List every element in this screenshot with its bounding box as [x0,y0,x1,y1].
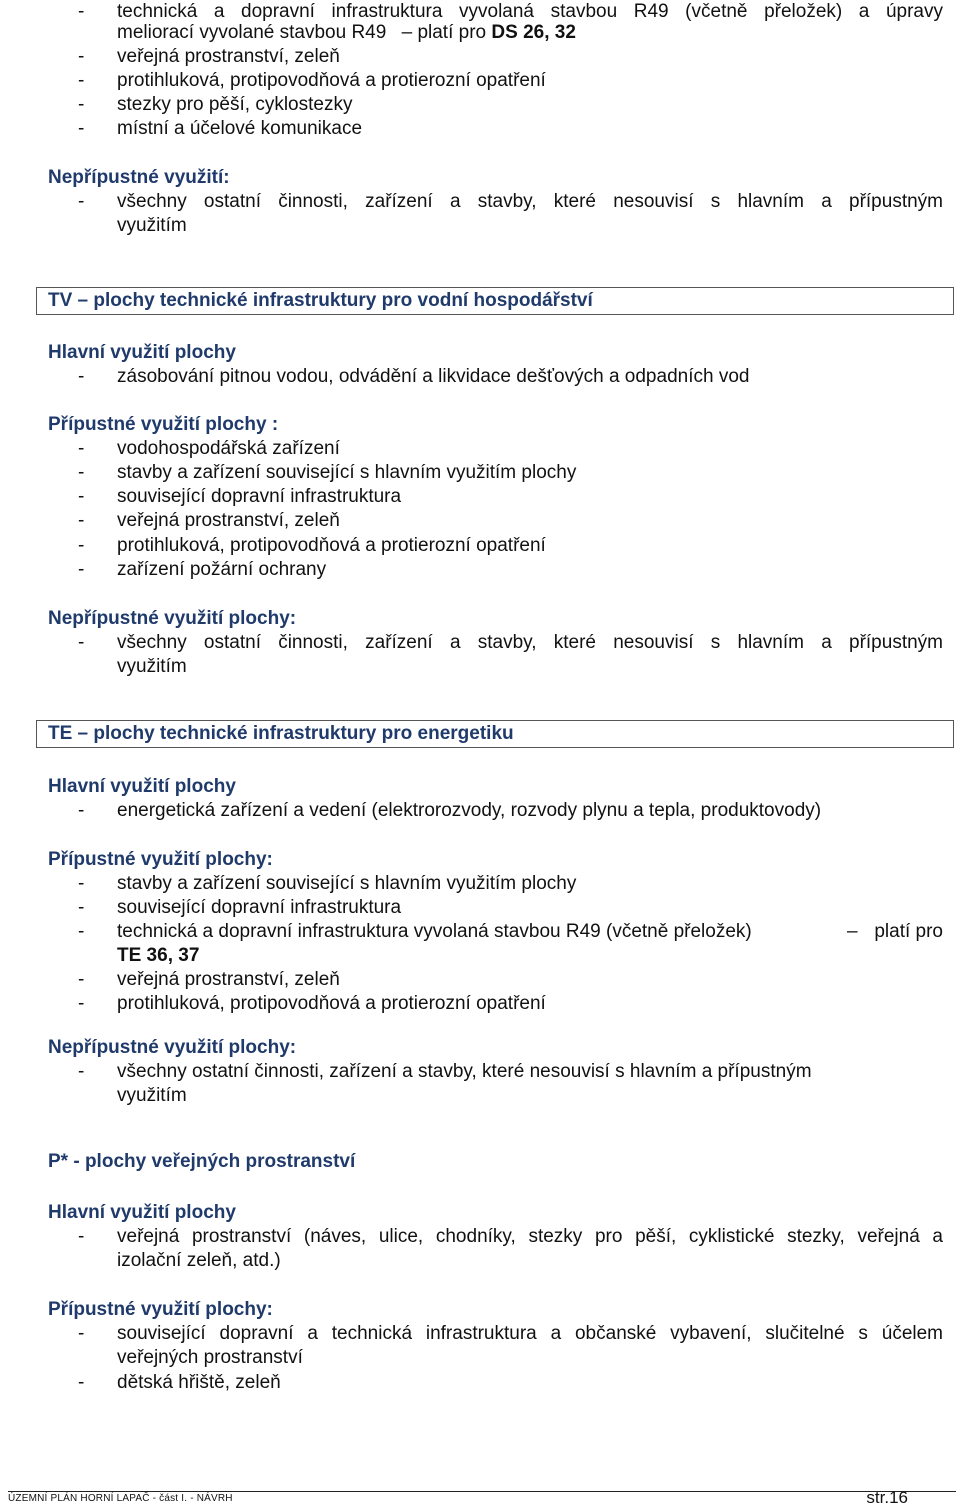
bullet-dash: - [78,46,85,67]
list-item-tail: platí pro [417,22,487,43]
list-item-text: stavby a zařízení související s hlavním využitím plochy [117,462,577,483]
list-item-text: veřejná prostranství, zeleň [117,46,340,67]
bullet-dash: - [78,993,85,1014]
section-heading: Nepřípustné využití plochy: [48,1037,297,1058]
bullet-dash: - [78,1226,85,1247]
bullet-dash: - [78,366,85,387]
section-title: P* - plochy veřejných prostranství [48,1151,356,1172]
section-heading: Přípustné využití plochy: [48,1299,273,1320]
list-item-text: místní a účelové komunikace [117,118,363,139]
bullet-dash: - [78,559,85,580]
list-item-bold: TE 36, 37 [117,945,200,966]
list-item-text: všechny ostatní činnosti, zařízení a stavby, které nesouvisí s hlavním a přípustným [117,191,943,212]
list-item-text: související dopravní infrastruktura [117,486,402,507]
list-item-continuation: využitím [117,215,187,236]
section-heading: Hlavní využití plochy [48,776,236,797]
list-item-text: související dopravní a technická infrastruktura a občanské vybavení, slučitelné s účelem [117,1323,943,1344]
section-heading: Hlavní využití plochy [48,1202,236,1223]
list-item-text: související dopravní infrastruktura [117,897,402,918]
list-item-text: stezky pro pěší, cyklostezky [117,94,353,115]
list-item-bold: DS 26, 32 [491,22,576,43]
section-title-box [36,287,954,315]
bullet-dash: - [78,969,85,990]
list-item-text: vodohospodářská zařízení [117,438,340,459]
list-item-tail: platí pro [874,921,943,942]
section-title: TE – plochy technické infrastruktury pro energetiku [48,723,514,744]
bullet-dash: - [78,632,85,653]
list-item-text: technická a dopravní infrastruktura vyvolaná stavbou R49 (včetně přeložek) a úpravy [117,1,943,22]
section-heading: Hlavní využití plochy [48,342,236,363]
list-item-text: všechny ostatní činnosti, zařízení a stavby, které nesouvisí s hlavním a přípustným [117,1061,812,1082]
section-heading: Přípustné využití plochy : [48,414,279,435]
list-item-text-part: technická a dopravní infrastruktura vyvolaná stavbou R49 (včetně přeložek) [117,921,752,942]
bullet-dash: - [78,897,85,918]
section-heading: Přípustné využití plochy: [48,849,273,870]
list-item-text: veřejná prostranství, zeleň [117,510,340,531]
list-item-text: stavby a zařízení související s hlavním využitím plochy [117,873,577,894]
list-item-text: protihluková, protipovodňová a protierozní opatření [117,70,546,91]
page-number: str.16 [866,1488,908,1507]
list-item-text: zařízení požární ochrany [117,559,327,580]
bullet-dash: - [78,1372,85,1393]
bullet-dash: - [78,438,85,459]
footer-divider [8,1491,956,1492]
bullet-dash: - [78,462,85,483]
list-item-text: meliorací vyvolané stavbou R49 [117,22,387,43]
list-item-text [117,920,943,944]
bullet-dash: - [78,94,85,115]
bullet-dash: - [78,1061,85,1082]
section-title: TV – plochy technické infrastruktury pro vodní hospodářství [48,290,593,311]
bullet-dash: - [78,873,85,894]
bullet-dash: - [78,535,85,556]
bullet-dash: - [78,1,85,22]
bullet-dash: - [78,191,85,212]
list-item-text: veřejná prostranství, zeleň [117,969,340,990]
list-item-continuation: izolační zeleň, atd.) [117,1250,281,1271]
section-heading: Nepřípustné využití: [48,167,230,188]
bullet-dash: - [78,486,85,507]
section-title-box [36,720,954,748]
section-heading: Nepřípustné využití plochy: [48,608,297,629]
bullet-dash: - [78,1323,85,1344]
section-title-box [36,1148,954,1176]
list-item-continuation: veřejných prostranství [117,1347,303,1368]
list-item-text: veřejná prostranství (náves, ulice, chodníky, stezky pro pěší, cyklistické stezky, veřejná a [117,1226,943,1247]
dash-separator: – [401,22,413,43]
list-item-text: energetická zařízení a vedení (elektrorozvody, rozvody plynu a tepla, produktovody) [117,800,822,821]
bullet-dash: - [78,510,85,531]
list-item-text: všechny ostatní činnosti, zařízení a stavby, které nesouvisí s hlavním a přípustným [117,632,943,653]
list-item-continuation [117,21,576,45]
list-item-continuation [117,944,199,968]
list-item-text: protihluková, protipovodňová a protierozní opatření [117,993,546,1014]
footer-document-title: ÚZEMNÍ PLÁN HORNÍ LAPAČ - část I. - NÁVRH [8,1493,233,1504]
bullet-dash: - [78,921,85,942]
dash-separator: – [847,921,858,942]
list-item-text: dětská hřiště, zeleň [117,1372,281,1393]
bullet-dash: - [78,118,85,139]
list-item-continuation: využitím [117,1085,187,1106]
list-item-text: zásobování pitnou vodou, odvádění a likvidace dešťových a odpadních vod [117,366,750,387]
list-item-continuation: využitím [117,656,187,677]
bullet-dash: - [78,70,85,91]
bullet-dash: - [78,800,85,821]
list-item-text: protihluková, protipovodňová a protierozní opatření [117,535,546,556]
